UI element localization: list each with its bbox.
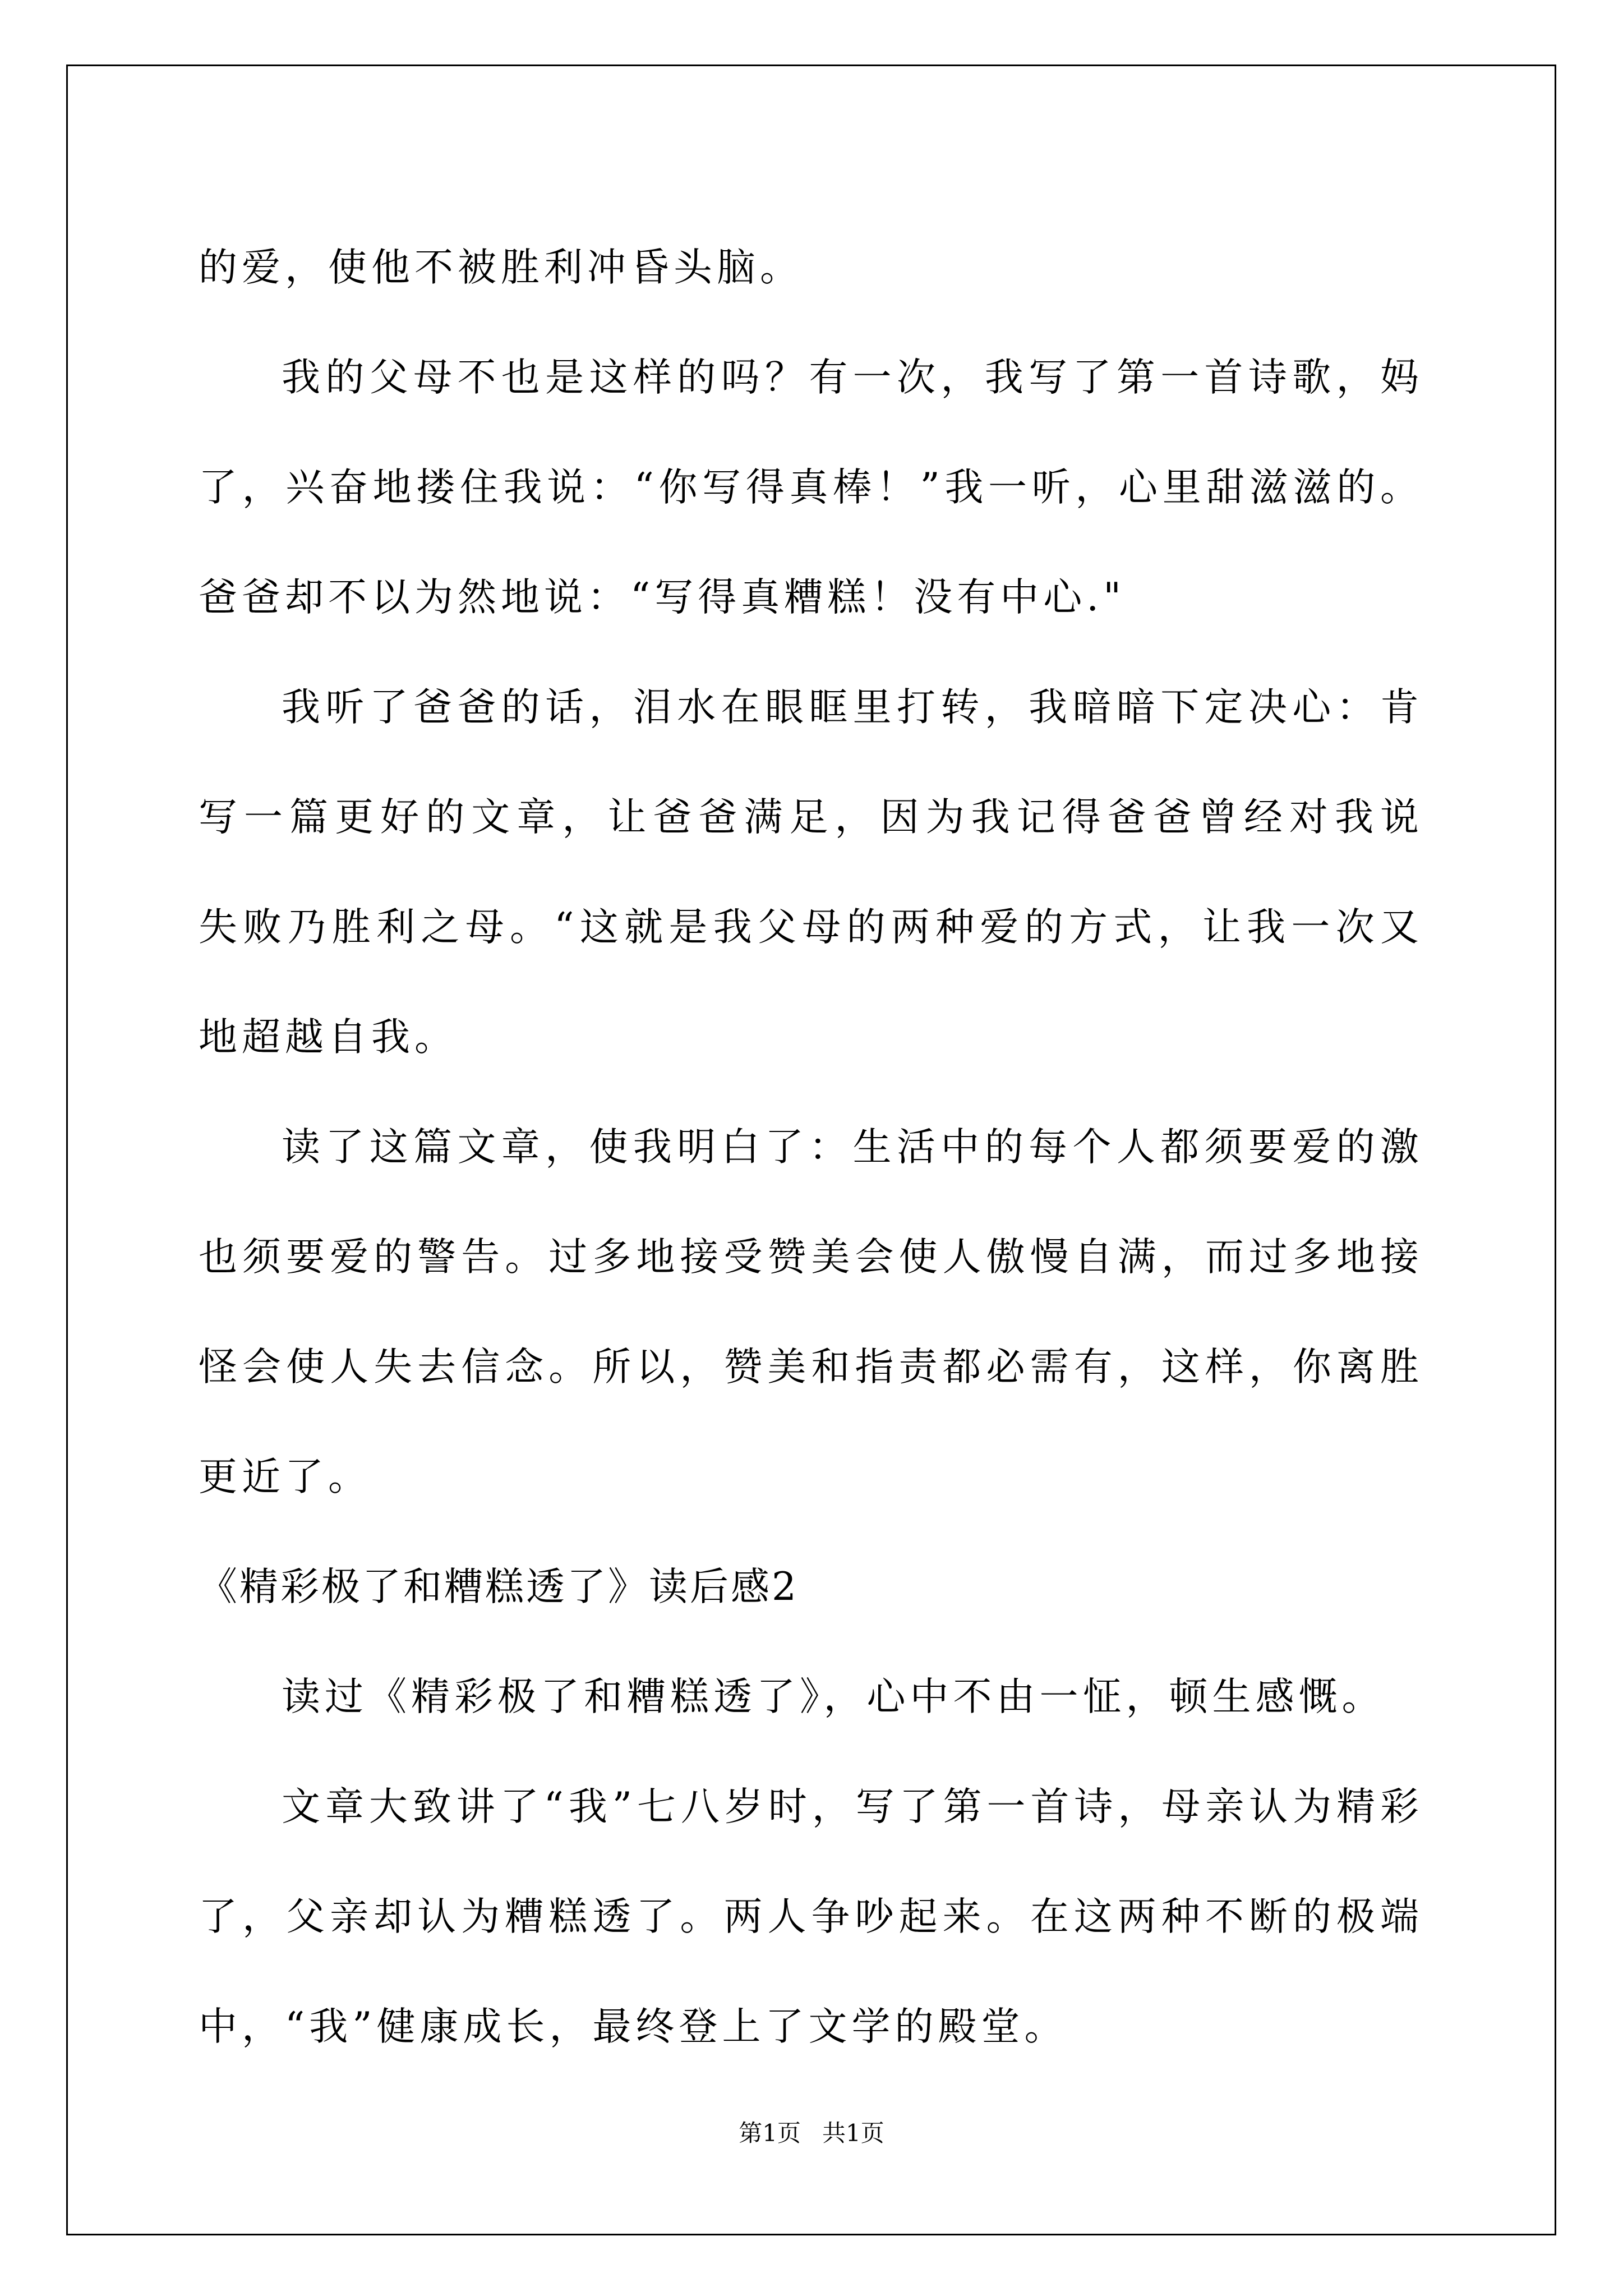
text-line: 爸爸却不以为然地说：“写得真糟糕！没有中心.": [199, 575, 1126, 620]
text-line: 失败乃胜利之母。“这就是我父母的两种爱的方式，让我一次又: [199, 905, 1423, 950]
paragraph-first-line: 读过《精彩极了和糟糕透了》，心中不由一怔，顿生感慨。: [282, 1674, 1385, 1719]
text-line: 更近了。: [199, 1455, 371, 1499]
paragraph-first-line: 读了这篇文章，使我明白了：生活中的每个人都须要爱的激: [282, 1125, 1423, 1170]
page-number: 第1页: [739, 2119, 801, 2147]
paragraph-first-line: 我的父母不也是这样的吗？有一次，我写了第一首诗歌，妈: [282, 355, 1423, 400]
page-total: 共1页: [822, 2119, 884, 2147]
text-line: 写一篇更好的文章，让爸爸满足，因为我记得爸爸曾经对我说: [199, 795, 1423, 840]
paragraph-first-line: 我听了爸爸的话，泪水在眼眶里打转，我暗暗下定决心：肯: [282, 685, 1423, 730]
page-footer: [0, 2119, 1623, 2147]
text-line: 地超越自我。: [199, 1015, 458, 1060]
text-line: 怪会使人失去信念。所以，赞美和指责都必需有，这样，你离胜: [199, 1345, 1423, 1389]
document-body: [199, 213, 1423, 2082]
text-line: 的爱，使他不被胜利冲昏头脑。: [199, 245, 803, 290]
text-line: 中，“我”健康成长，最终登上了文学的殿堂。: [199, 2004, 1068, 2049]
text-line: 了，父亲却认为糟糕透了。两人争吵起来。在这两种不断的极端: [199, 1894, 1423, 1939]
text-line: 也须要爱的警告。过多地接受赞美会使人傲慢自满，而过多地接: [199, 1235, 1423, 1280]
section-heading: 《精彩极了和糟糕透了》读后感2: [199, 1565, 799, 1609]
paragraph-first-line: 文章大致讲了“我”七八岁时，写了第一首诗，母亲认为精彩: [282, 1784, 1423, 1829]
text-line: 了，兴奋地搂住我说：“你写得真棒！”我一听，心里甜滋滋的。: [199, 465, 1423, 510]
